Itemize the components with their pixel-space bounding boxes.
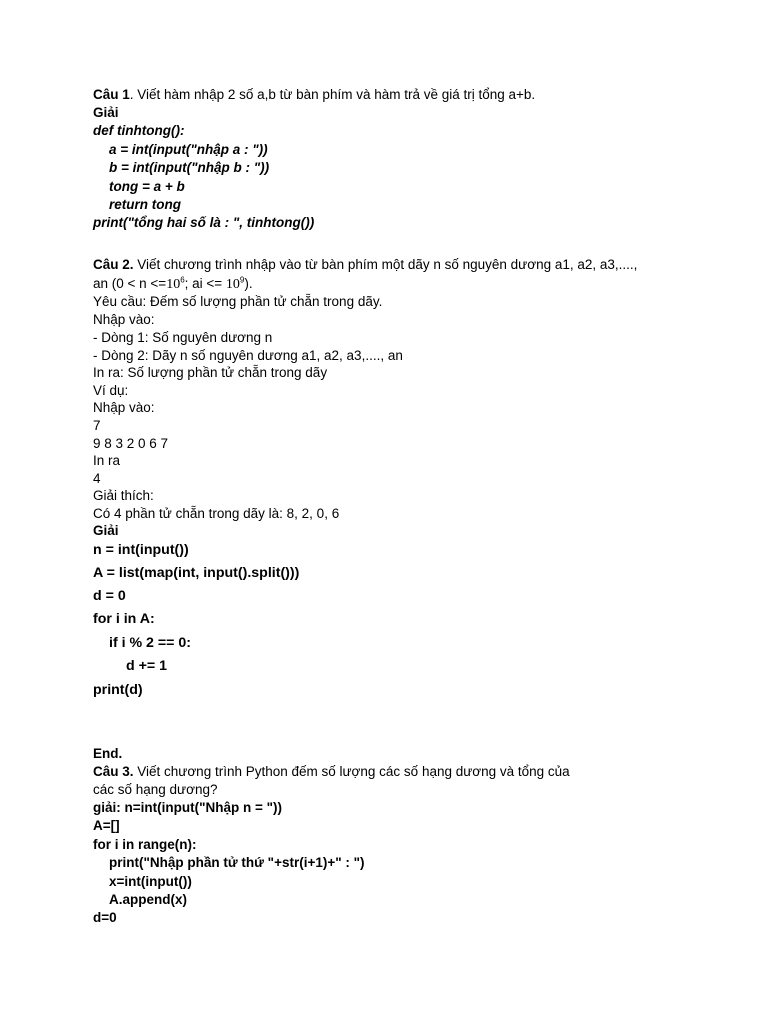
code-line: A = list(map(int, input().split())) [93, 565, 300, 581]
question-2 [93, 256, 637, 274]
code-line: for i in A: [93, 611, 155, 627]
code-line: if i % 2 == 0: [109, 635, 192, 651]
code-line: x=int(input()) [109, 874, 192, 889]
text-line: Ví dụ: [93, 383, 129, 398]
question-3-text: Viết chương trình Python đếm số lượng các số hạng dương và tổng của [133, 764, 570, 779]
code-line: b = int(input("nhập b : ")) [109, 160, 270, 175]
code-line: n = int(input()) [93, 542, 189, 558]
code-line: d += 1 [126, 658, 168, 674]
question-1-heading: Câu 1 [93, 87, 130, 102]
code-line: giải: n=int(input("Nhập n = ")) [93, 800, 283, 815]
text-line: Nhập vào: [93, 312, 155, 327]
question-3-text-2: các số hạng dương? [93, 782, 218, 797]
text-line: 7 [93, 418, 101, 433]
text-line: Nhập vào: [93, 400, 155, 415]
code-line: A=[] [93, 818, 120, 833]
question-2-constraint: an ($0 < n <=10^6$; ai <= $10^9$). [93, 275, 253, 292]
question-3 [93, 763, 570, 781]
text-line: In ra: Số lượng phần tử chẵn trong dãy [93, 365, 328, 380]
question-2-heading: Câu 2. [93, 257, 134, 272]
code-line: for i in range(n): [93, 837, 197, 852]
question-1 [93, 86, 535, 104]
code-line: return tong [109, 197, 181, 212]
code-line: print("tổng hai số là : ", tinhtong()) [93, 215, 315, 230]
code-line: print(d) [93, 682, 143, 698]
text-line: Giải thích: [93, 488, 154, 503]
question-2-text: Viết chương trình nhập vào từ bàn phím một dãy n số nguyên dương a1, a2, a3,...., [133, 257, 638, 272]
code-line: a = int(input("nhập a : ")) [109, 142, 268, 157]
text-line: Có 4 phần tử chẵn trong dãy là: 8, 2, 0, 6 [93, 506, 340, 521]
text-line: - Dòng 1: Số nguyên dương n [93, 330, 273, 345]
question-1-text: . Viết hàm nhập 2 số a,b từ bàn phím và hàm trả về giá trị tổng a+b. [129, 87, 536, 102]
question-3-heading: Câu 3. [93, 764, 134, 779]
question-1-solution-label: Giải [93, 105, 119, 120]
code-line: tong = a + b [109, 179, 185, 194]
code-line: d = 0 [93, 588, 126, 604]
end-label: End. [93, 746, 123, 761]
text-line: In ra [93, 453, 121, 468]
code-line: A.append(x) [109, 892, 188, 907]
code-line: print("Nhập phần tử thứ "+str(i+1)+" : ") [109, 855, 365, 870]
text-line: Yêu cầu: Đếm số lượng phần tử chẵn trong dãy. [93, 294, 383, 309]
question-2-solution-label: Giải [93, 523, 119, 538]
text-line: - Dòng 2: Dãy n số nguyên dương a1, a2, a3,...., an [93, 348, 403, 363]
text-line: 9 8 3 2 0 6 7 [93, 436, 169, 451]
text-line: 4 [93, 471, 101, 486]
code-line: def tinhtong(): [93, 123, 185, 138]
code-line: d=0 [93, 910, 117, 925]
